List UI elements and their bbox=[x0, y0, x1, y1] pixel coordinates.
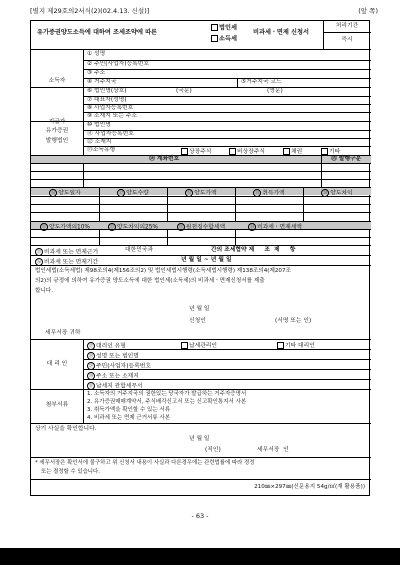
income-earner-section: 소득자 bbox=[48, 78, 66, 84]
note-line2: 또는 결정할 수 있습니다. bbox=[41, 469, 100, 475]
attachment-3: 3. 취득가액을 확인할 수 있는 서류 bbox=[87, 407, 171, 413]
field-representative: ⑦ 대표자(성명) bbox=[87, 97, 127, 103]
processing-period-label: 처리기간 bbox=[335, 23, 359, 29]
page-number: - 63 - bbox=[191, 512, 209, 520]
agent-tax-office: ㉛ 납세지 관할세무서 bbox=[89, 383, 143, 390]
agent-type: ㉗ 대리인 유형 bbox=[89, 343, 126, 350]
basis-treaty: 간의 조세협약 제 조 제 항 bbox=[211, 247, 296, 253]
checkbox-icon bbox=[181, 342, 188, 349]
agent-type-other[interactable]: 기타 대리인 bbox=[277, 342, 315, 350]
paper-spec: 210㎜×297㎜(신문용지 54g/㎡(재 활용품)) bbox=[254, 484, 365, 490]
col-25pct-gain: ㉒ 양도차익의25% bbox=[110, 224, 158, 231]
col-acquisition-price: ⑲ 취득가액 bbox=[255, 190, 285, 197]
tax-office-chief: 세무서장 인 bbox=[257, 447, 289, 453]
official-stamp-label: (직인) bbox=[205, 447, 221, 453]
attachment-4: 4. 비과세 또는 면제 근거서류 사본 bbox=[87, 415, 171, 421]
agent-name: ㉘ 성명 또는 법인명 bbox=[89, 353, 139, 360]
issuer-section-line2: 발행법인 bbox=[45, 138, 69, 144]
col-transfer-qty: ⑰ 양도수량 bbox=[119, 190, 149, 197]
col-10pct-price: ㉑ 양도가액의10% bbox=[42, 224, 90, 231]
applicant-signature[interactable]: (서명 또는 인) bbox=[275, 318, 312, 324]
label-korean: (국문) bbox=[176, 88, 192, 94]
income-tax-option[interactable]: 소득세 bbox=[211, 35, 237, 43]
exemption-period: ㉖ 비과세 또는 면제기간 bbox=[37, 259, 99, 266]
label-english: (영문) bbox=[267, 88, 283, 94]
period-range: 년 월 일 ~ 년 월 일 bbox=[181, 257, 232, 263]
agent-section: 대 리 인 bbox=[46, 361, 68, 367]
form-title-prefix: 유가증권양도소득에 대하여 조세조약에 따른 bbox=[37, 29, 158, 36]
field-residence-code: ⑤거주지국 코드 bbox=[241, 79, 282, 85]
agent-address: ㉚ 주소 또는 소재지 bbox=[89, 373, 139, 380]
agent-type-tax-manager[interactable]: 납세관리인 bbox=[181, 342, 217, 350]
attachments-section: 첨부서류 bbox=[45, 402, 69, 408]
page-side: (앞 쪽) bbox=[358, 7, 378, 15]
corporate-tax-option[interactable]: 법인세 bbox=[211, 24, 237, 32]
checkbox-icon bbox=[211, 24, 218, 31]
col-exempt-tax: ㉔ 비과세ㆍ면제세액 bbox=[250, 224, 302, 231]
income-type-unlisted[interactable]: 비상장주식 bbox=[229, 148, 265, 156]
field-payer-name: ⑥ 법인명(상호) bbox=[87, 88, 127, 94]
field-name: ① 성명 bbox=[87, 51, 106, 57]
field-registration-no: ② 주민(사업자)등록번호 bbox=[87, 61, 149, 67]
statement-line1: 법인세법(소득세법) 제98조의4(제156조의2) 및 법인세법시행령(소득세법시행령) 제138조의4(제207조 bbox=[35, 268, 291, 274]
form-header bbox=[30, 6, 378, 18]
income-type-bond[interactable]: 채권 bbox=[283, 148, 302, 156]
col-withholding-tax: ㉓ 원천징수할세액 bbox=[178, 224, 226, 231]
processing-period-value: 즉시 bbox=[341, 37, 353, 43]
checkbox-icon bbox=[211, 35, 218, 42]
field-income-type: ⑬소득유형 bbox=[87, 147, 116, 153]
attachment-2: 2. 유가증권매매계약서, 주식배각신고서 또는 신고확인통지서 사본 bbox=[87, 399, 247, 405]
checkbox-icon bbox=[229, 148, 236, 155]
field-issuer-location: ⑫ 소재지 bbox=[87, 139, 112, 145]
bottom-bar bbox=[0, 548, 400, 565]
field-payer-address: ⑨ 소재지 또는 주소 bbox=[87, 113, 137, 119]
payer-section: 지급자 bbox=[48, 119, 66, 125]
checkbox-icon bbox=[283, 148, 290, 155]
account-number-header: ⑭ 계좌번호 bbox=[149, 156, 180, 162]
checkbox-icon bbox=[277, 342, 284, 349]
income-type-other[interactable]: 기타 bbox=[321, 148, 340, 156]
income-type-listed[interactable]: 상장주식 bbox=[181, 148, 211, 156]
field-business-no: ⑧ 사업자등록번호 bbox=[87, 105, 134, 111]
col-transfer-date: ⑯ 양도일자 bbox=[51, 190, 81, 197]
attachment-1: 1. 소득자의 거주지국의 권한있는 당국자가 발급하는 거주자증명서 bbox=[87, 391, 247, 397]
form-title-suffix: 비과세ㆍ면제 신청서 bbox=[253, 29, 309, 36]
exemption-basis: ㉕ 비과세 또는 면제근거 bbox=[37, 249, 99, 256]
application-form bbox=[30, 20, 370, 496]
field-residence-country: ④ 거주지국 bbox=[87, 79, 117, 85]
field-address: ③ 주소 bbox=[87, 70, 106, 76]
issue-type-header: ⑮ 발행구분 bbox=[331, 156, 362, 162]
field-issuer-business-no: ⑪ 사업자등록번호 bbox=[87, 131, 134, 137]
form-number: [별지 제29호의2서식(2)(02.4.13. 신설)] bbox=[30, 7, 150, 15]
checkbox-icon bbox=[181, 148, 188, 155]
issuer-section-line1: 유가증권 bbox=[45, 128, 69, 134]
note-line1: * 세무서장은 확인서에 불구하고 위 신청서 내용이 사실과 다른경우에는 관련법률에 따라 경정 bbox=[35, 460, 255, 466]
agent-registration-no: ㉙ 주민(사업자)등록번호 bbox=[89, 363, 151, 370]
field-issuer-name: ⑩ 법인명 bbox=[87, 122, 111, 128]
col-transfer-gain: ⑳ 양도차익 bbox=[323, 190, 353, 197]
col-transfer-price: ⑱ 양도가액 bbox=[187, 190, 217, 197]
statement-line2: 의2)의 규정에 의하여 유가증권 양도소득에 대한 법인세(소득세)의 비과세ㆍ면제신청서를 제출 bbox=[35, 278, 265, 284]
applicant-label: 신청인 bbox=[189, 318, 206, 324]
confirmation-date: 년 월 일 bbox=[189, 436, 210, 442]
confirmation-text: 상기 사실을 확인합니다. bbox=[35, 426, 97, 432]
addressee: 세무서장 귀하 bbox=[45, 330, 81, 336]
statement-line3: 합니다. bbox=[35, 288, 53, 294]
application-date: 년 월 일 bbox=[189, 306, 210, 312]
checkbox-icon bbox=[321, 148, 328, 155]
basis-country: 대한민국과 bbox=[125, 247, 153, 253]
